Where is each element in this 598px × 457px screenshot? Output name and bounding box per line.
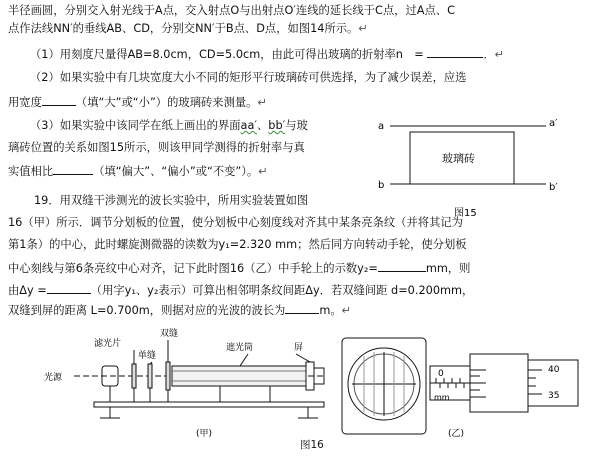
answer-blank-y2[interactable]: [378, 260, 426, 272]
label-a: a: [378, 121, 385, 132]
figure-16-caption: 图16: [300, 439, 324, 451]
label-zero: 0: [438, 369, 444, 379]
question-3-line-3: 实值相比 （填“偏大”、“偏小”或“不变”）。↵: [8, 165, 268, 178]
filter: [132, 364, 136, 388]
label-light-source: 光源: [44, 373, 63, 383]
answer-blank-compare[interactable]: [53, 163, 93, 175]
label-screen: 屏: [294, 343, 304, 353]
answer-blank-n[interactable]: [427, 46, 483, 58]
question-2-line-1: （2）如果实验中有几块宽度大小不同的矩形平行玻璃砖可供选择，为了减少误差，应选: [30, 71, 467, 84]
question-1: （1）用刻度尺量得AB=8.0cm，CD=5.0cm，由此可得出玻璃的折射率n = ．↵: [30, 48, 505, 61]
label-filter: 滤光片: [94, 339, 122, 349]
label-light-tube: 遮光筒: [226, 343, 254, 353]
question-3-line-2: 璃砖位置的关系如图15所示，则该甲同学测得的折射率与真: [8, 141, 305, 154]
figure-16-micrometer: [340, 326, 590, 444]
q19-line-2: 16（甲）所示．调节分划板的位置，使分划板中心刻度线对齐其中某条亮条纹（并将其记为: [8, 216, 463, 229]
double-slit: [166, 362, 170, 390]
q19-line-1: 19．用双缝干涉测光的波长实验中，所用实验装置如图: [34, 194, 309, 207]
label-b: b: [378, 180, 385, 191]
figure-15: [370, 114, 570, 222]
q19-line-4: 中心刻线与第6条亮纹中心对齐，记下此时图16（乙）中手轮上的示数y₂= mm，则: [8, 262, 471, 275]
glass-block-label: 玻璃砖: [442, 152, 475, 165]
label-single-slit: 单缝: [138, 351, 157, 361]
label-scale-35: 35: [548, 391, 560, 401]
label-scale-40: 40: [548, 365, 560, 375]
q19-line-3: 第1条）的中心，此时螺旋测微器的读数为y₁=2.320 mm；然后同方向转动手轮，使分划板: [8, 238, 467, 251]
label-mm: mm: [434, 393, 450, 402]
intro-line-2: 点作法线NN′的垂线AB、CD，分别交NN′于B点、D点，如图14所示。↵: [8, 22, 368, 35]
answer-blank-wavelength[interactable]: [285, 302, 319, 314]
label-double-slit: 双缝: [160, 329, 179, 339]
light-tube: [172, 366, 306, 386]
label-a-prime: a′: [549, 118, 558, 129]
question-3-line-1: （3）如果实验中该同学在纸上画出的界面aa′、bb′与玻: [30, 119, 308, 132]
optical-rail: [94, 402, 324, 407]
answer-blank-delta-y[interactable]: [47, 282, 91, 294]
label-yi: (乙): [448, 429, 465, 439]
figure-15-caption: 图15: [454, 208, 477, 219]
intro-line-1: 半径画圆，分别交入射光线于A点，交入射点O与出射点O′连线的延长线于C点，过A点、C: [8, 4, 455, 17]
label-jia: (甲): [196, 429, 213, 439]
figure-16-apparatus: [40, 324, 340, 448]
label-b-prime: b′: [549, 182, 558, 193]
answer-blank-width[interactable]: [42, 94, 76, 106]
single-slit: [148, 364, 152, 388]
question-2-line-2: 用宽度 （填“大”或“小”）的玻璃砖来测量。↵: [8, 96, 267, 109]
q19-line-5: 由Δy = （用字y₁、y₂表示）可算出相邻明条纹间距Δy．若双缝间距 d=0.200mm，: [8, 284, 474, 297]
q19-line-6: 双缝到屏的距离 L=0.700m，则据对应的光波的波长为 m。↵: [8, 304, 352, 317]
